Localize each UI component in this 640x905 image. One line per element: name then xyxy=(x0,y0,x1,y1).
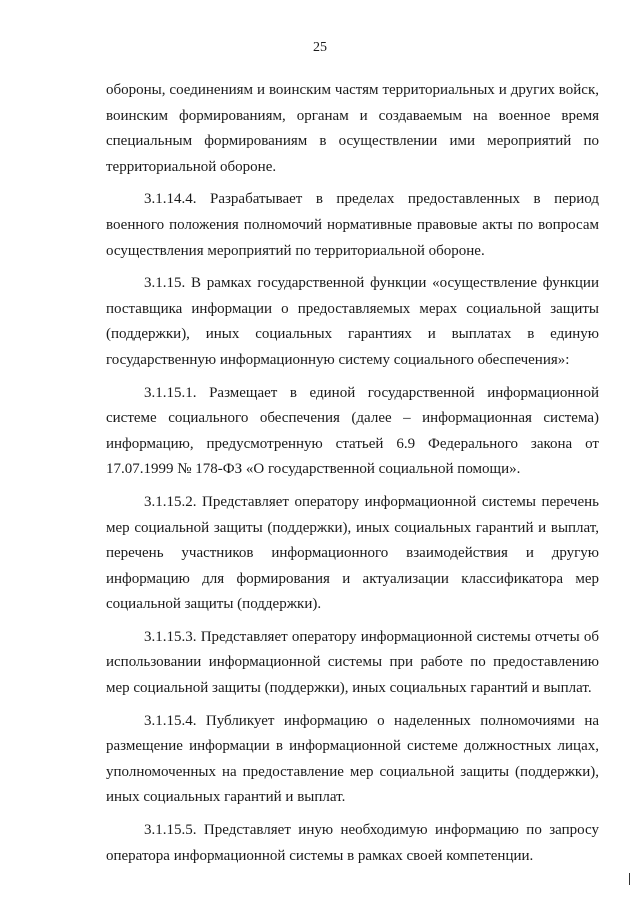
scan-margin-mark xyxy=(629,873,630,885)
document-body xyxy=(106,78,599,876)
paragraph-3-1-15-4: 3.1.15.4. Публикует информацию о наделенных полномочиями на размещение информации в информационной системе должностных лицах, уполномоченных на предоставление мер социальной защиты (поддержки), иных социальных гарантий и выплат. xyxy=(106,712,599,806)
paragraph-3-1-15-1: 3.1.15.1. Размещает в единой государственной информационной системе социального обеспечения (далее – информационная система) информацию, предусмотренную статьей 6.9 Федерального закона от 17.07.1999 № 178-ФЗ «О государственной социальной помощи». xyxy=(106,384,599,478)
paragraph-continuation: обороны, соединениям и воинским частям территориальных и других войск, воинским формированиям, органам и создаваемым на военное время специальным формированиям в осуществлении ими мероприятий по территориальной обороне. xyxy=(106,82,599,175)
paragraph-3-1-15-2: 3.1.15.2. Представляет оператору информационной системы перечень мер социальной защиты (поддержки), иных социальных гарантий и выплат, перечень участников информационного взаимодействия и другую информацию для формирования и актуализации классификатора мер социальной защиты (поддержки). xyxy=(106,493,599,613)
paragraph-3-1-15-5: 3.1.15.5. Представляет иную необходимую информацию по запросу оператора информационной системы в рамках своей компетенции. xyxy=(106,822,599,864)
paragraph-3-1-14-4: 3.1.14.4. Разрабатывает в пределах предоставленных в период военного положения полномочий нормативные правовые акты по вопросам осуществления мероприятий по территориальной обороне. xyxy=(106,191,599,259)
paragraph-3-1-15: 3.1.15. В рамках государственной функции «осуществление функции поставщика информации о предоставляемых мерах социальной защиты (поддержки), иных социальных гарантиях и выплатах в единую государственную информационную систему социального обеспечения»: xyxy=(106,275,599,368)
page-number: 25 xyxy=(313,40,327,55)
paragraph-3-1-15-3: 3.1.15.3. Представляет оператору информационной системы отчеты об использовании информационной системы при работе по предоставлению мер социальной защиты (поддержки), иных социальных гарантий и выплат. xyxy=(106,628,599,697)
